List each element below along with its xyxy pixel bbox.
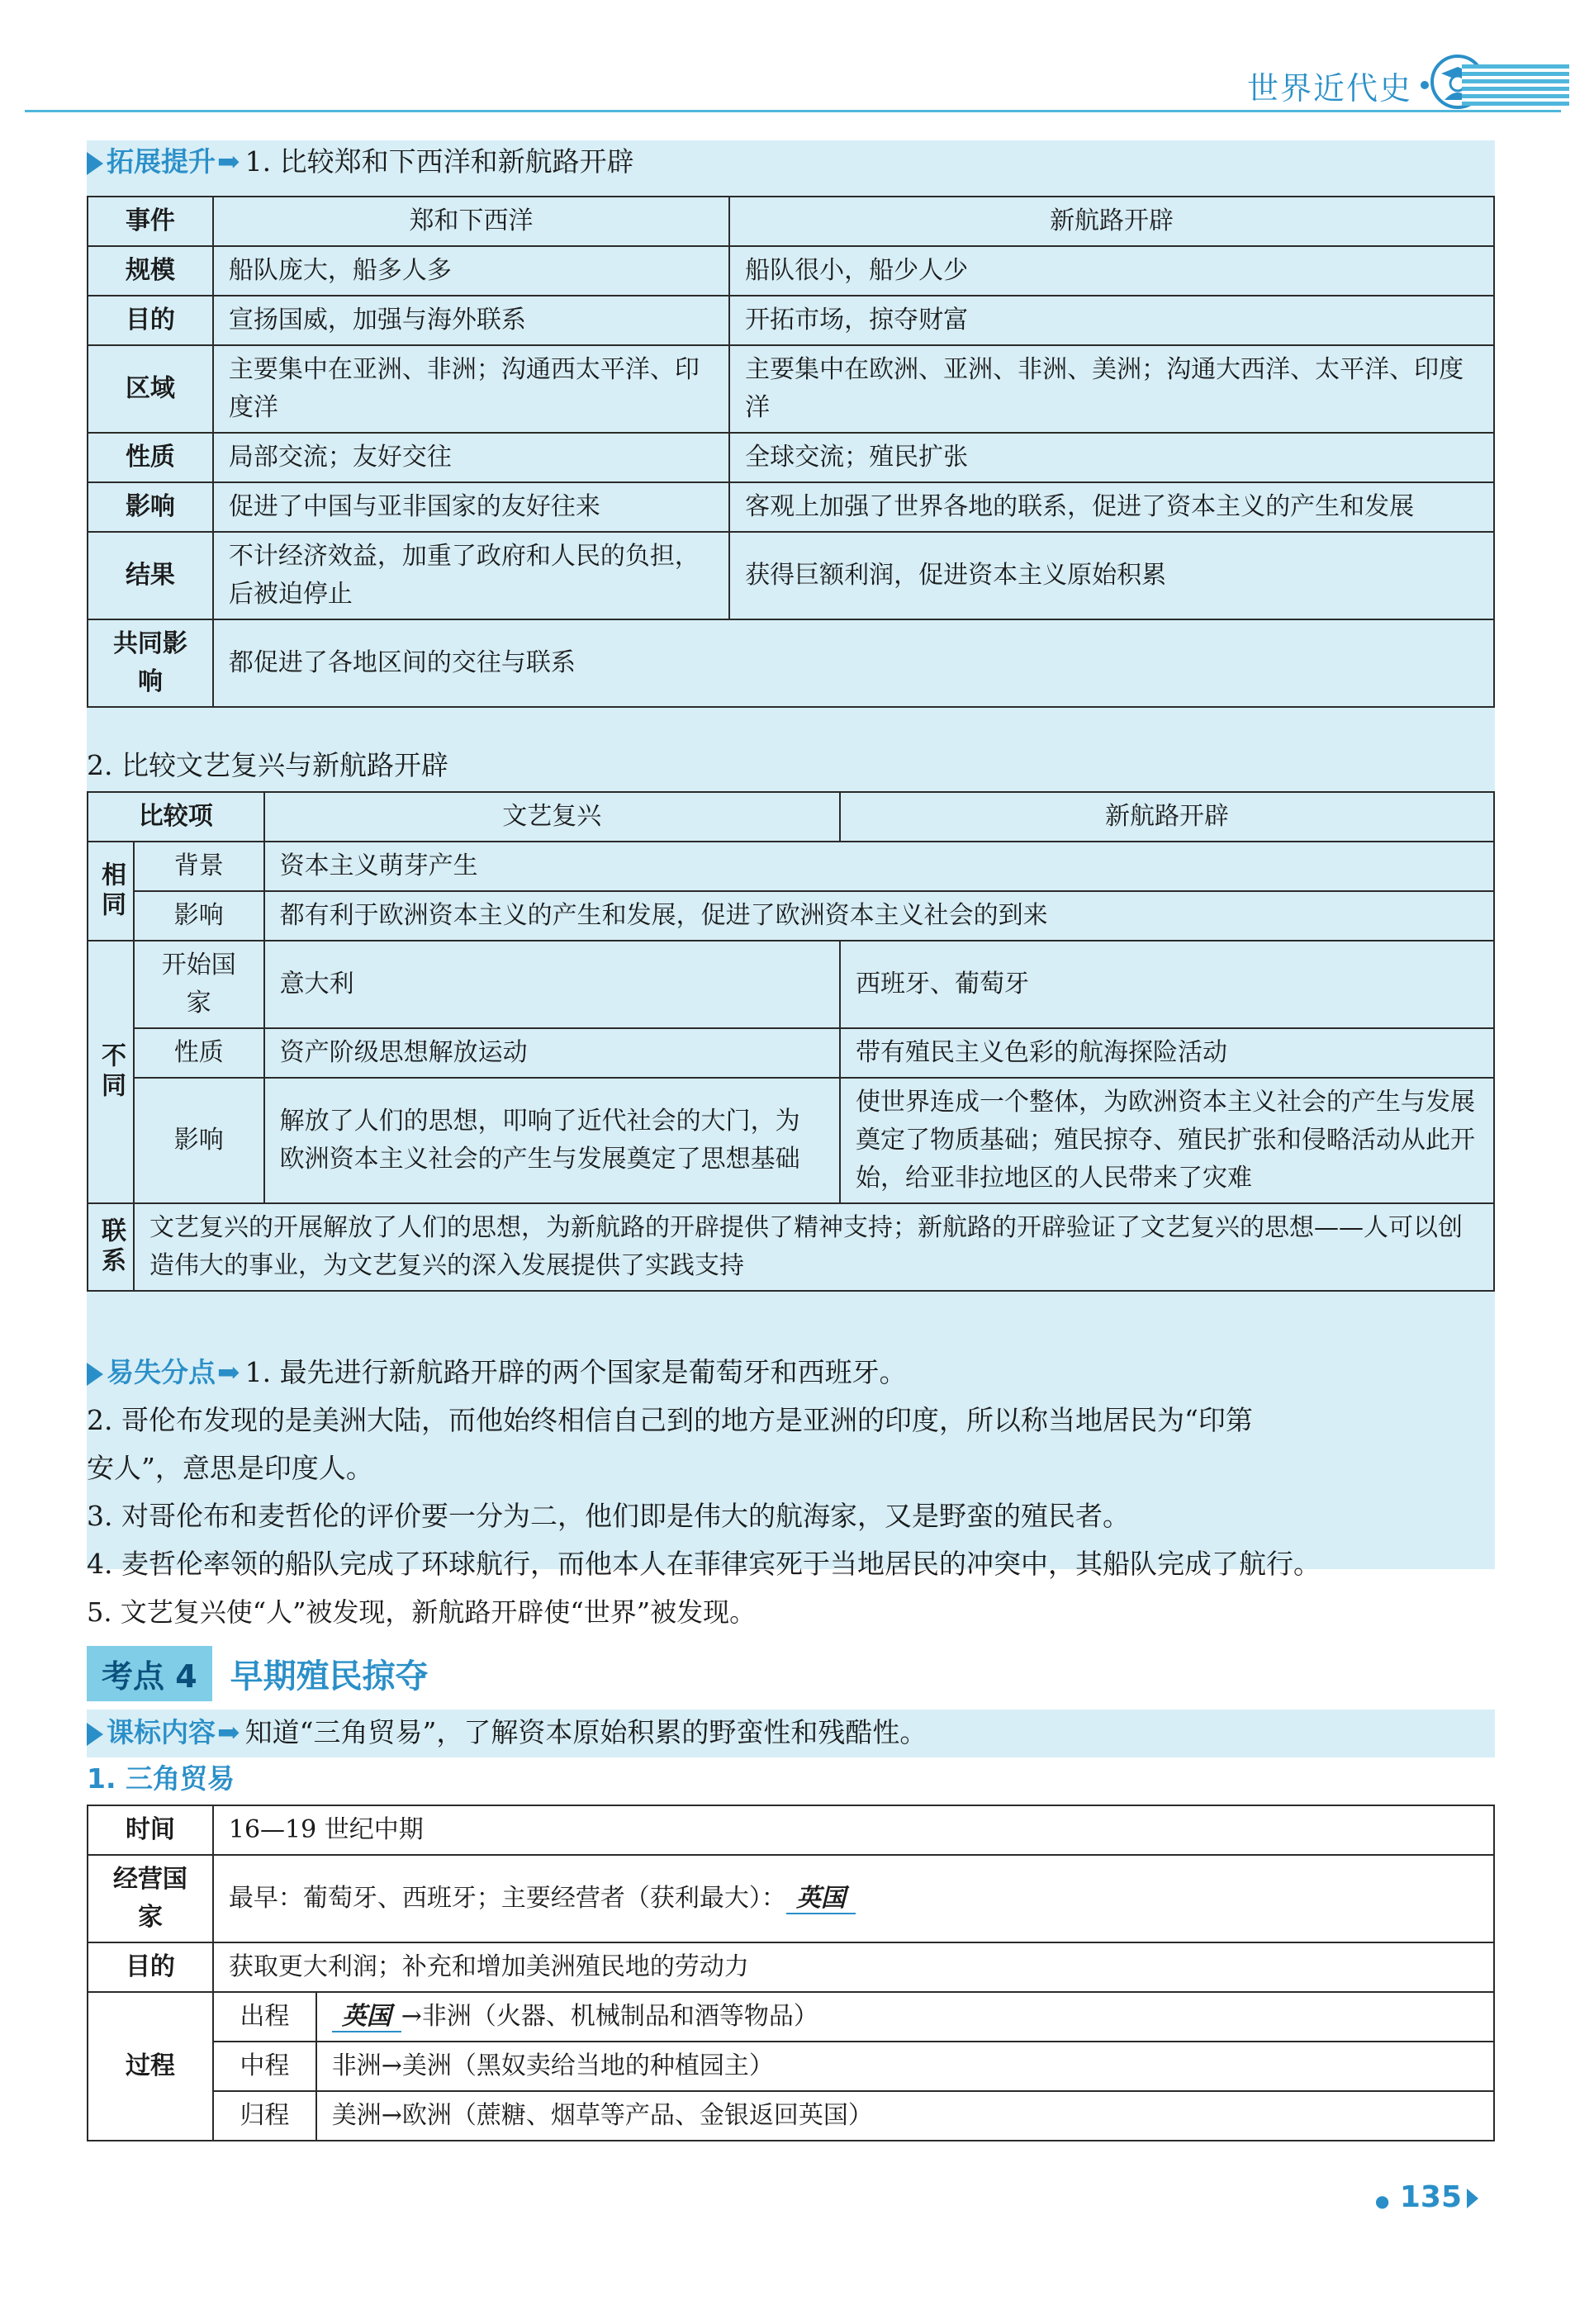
table-cell: 西班牙、葡萄牙 xyxy=(840,941,1494,1028)
table-cell xyxy=(213,1855,1494,1942)
header-stripes xyxy=(1462,64,1569,106)
table-row xyxy=(88,532,1494,619)
row-label: 经营国家 xyxy=(88,1855,213,1942)
process-label: 出程 xyxy=(213,1992,316,2042)
table-cell: 船队很小，船少人少 xyxy=(729,246,1494,296)
page-number-text: 135 xyxy=(1399,2180,1462,2214)
row-label: 影响 xyxy=(134,1078,264,1203)
table-cell: 资产阶级思想解放运动 xyxy=(264,1028,840,1078)
table-cell: 获取更大利润；补充和增加美洲殖民地的劳动力 xyxy=(213,1942,1494,1992)
table-cell: 局部交流；友好交往 xyxy=(213,433,729,482)
table-cell: 获得巨额利润，促进资本主义原始积累 xyxy=(729,532,1494,619)
table-row xyxy=(88,296,1494,345)
table-row xyxy=(88,2091,1494,2141)
table-cell: 不计经济效益，加重了政府和人民的负担，后被迫停止 xyxy=(213,532,729,619)
table-cell: 美洲→欧洲（蔗糖、烟草等产品、金银返回英国） xyxy=(316,2091,1494,2141)
row-label: 时间 xyxy=(88,1805,213,1855)
handwritten-answer: 英国 xyxy=(786,1884,856,1914)
row-label: 目的 xyxy=(88,1942,213,1992)
table-header: 文艺复兴 xyxy=(264,792,840,842)
table-row xyxy=(88,1203,1494,1291)
country-text: 最早：葡萄牙、西班牙；主要经营者（获利最大）： xyxy=(228,1884,786,1913)
row-label: 共同影响 xyxy=(88,619,213,707)
section-name: 早期殖民掠夺 xyxy=(230,1657,429,1696)
handwritten-answer: 英国 xyxy=(332,2002,401,2032)
row-label: 结果 xyxy=(88,532,213,619)
table-cell: 意大利 xyxy=(264,941,840,1028)
table-row xyxy=(88,1942,1494,1992)
pitfall-item: 3. 对哥伦布和麦哲伦的评价要一分为二，他们即是伟大的航海家，又是野蛮的殖民者。 xyxy=(87,1500,1130,1532)
section-heading xyxy=(87,1643,429,1703)
table-cell: 全球交流；殖民扩张 xyxy=(729,433,1494,482)
sub-title: 1. 三角贸易 xyxy=(87,1762,235,1795)
group-label-diff: 不同 xyxy=(88,941,134,1203)
process-text: →非洲（火器、机械制品和酒等物品） xyxy=(401,2002,818,2031)
table-cell: 带有殖民主义色彩的航海探险活动 xyxy=(840,1028,1494,1078)
table-row xyxy=(88,2042,1494,2091)
group-label-link: 联系 xyxy=(88,1203,134,1291)
row-label: 区域 xyxy=(88,345,213,433)
group-label-same: 相同 xyxy=(88,842,134,941)
header-rule xyxy=(25,110,1561,112)
table-header: 新航路开辟 xyxy=(840,792,1494,842)
table-cell: 船队庞大，船多人多 xyxy=(213,246,729,296)
table-cell: 解放了人们的思想，叩响了近代社会的大门，为欧洲资本主义社会的产生与发展奠定了思想基础 xyxy=(264,1078,840,1203)
pitfall-item: 2. 哥伦布发现的是美洲大陆，而他始终相信自己到的地方是亚洲的印度，所以称当地居民为“印第 xyxy=(87,1404,1253,1436)
page-number: ● 135 xyxy=(1375,2180,1478,2214)
arrow-icon xyxy=(87,1723,103,1746)
pitfall-item: 1. 最先进行新航路开辟的两个国家是葡萄牙和西班牙。 xyxy=(244,1356,907,1388)
chapter-title: 世界近代史 xyxy=(1246,70,1412,107)
section-box: 考点 4 xyxy=(87,1646,212,1701)
table-row xyxy=(88,1078,1494,1203)
table-row xyxy=(88,482,1494,532)
table-cell: 文艺复兴的开展解放了人们的思想，为新航路的开辟提供了精神支持；新航路的开辟验证了文艺复兴的思想——人可以创造伟大的事业，为文艺复兴的深入发展提供了实践支持 xyxy=(134,1203,1494,1291)
row-label: 性质 xyxy=(88,433,213,482)
table-cell: 都促进了各地区间的交往与联系 xyxy=(213,619,1494,707)
table-cell: 都有利于欧洲资本主义的产生和发展，促进了欧洲资本主义社会的到来 xyxy=(264,891,1494,941)
pitfalls-line-1: 易失分点➡ 1. 最先进行新航路开辟的两个国家是葡萄牙和西班牙。 xyxy=(87,1354,907,1391)
table-row xyxy=(88,345,1494,433)
expand-heading: 拓展提升➡ 1. 比较郑和下西洋和新航路开辟 xyxy=(87,144,634,180)
arrow-icon xyxy=(87,1363,103,1386)
table-cell: 开拓市场，掠夺财富 xyxy=(729,296,1494,345)
bullet-dot xyxy=(1421,81,1429,89)
arrow-icon xyxy=(87,152,103,175)
comparison-table-2 xyxy=(87,791,1495,1292)
table-row xyxy=(88,1992,1494,2042)
table-header: 比较项 xyxy=(88,792,264,842)
standard-text: 知道“三角贸易”，了解资本原始积累的野蛮性和残酷性。 xyxy=(244,1716,927,1748)
process-label: 中程 xyxy=(213,2042,316,2091)
standard-tag: 课标内容 xyxy=(107,1716,216,1748)
table-cell: 资本主义萌芽产生 xyxy=(264,842,1494,891)
table-row xyxy=(88,197,1494,246)
pitfall-item: 4. 麦哲伦率领的船队完成了环球航行，而他本人在菲律宾死于当地居民的冲突中，其船队完成了航行。 xyxy=(87,1548,1321,1580)
table-cell: 使世界连成一个整体，为欧洲资本主义社会的产生与发展奠定了物质基础；殖民掠夺、殖民扩张和侵略活动从此开始，给亚非拉地区的人民带来了灾难 xyxy=(840,1078,1494,1203)
page-header xyxy=(0,0,1594,124)
row-label: 开始国家 xyxy=(134,941,264,1028)
table-row xyxy=(88,433,1494,482)
row-label: 影响 xyxy=(88,482,213,532)
table-cell: 非洲→美洲（黑奴卖给当地的种植园主） xyxy=(316,2042,1494,2091)
table-cell: 主要集中在欧洲、亚洲、非洲、美洲；沟通大西洋、太平洋、印度洋 xyxy=(729,345,1494,433)
table-row xyxy=(88,1855,1494,1942)
triangle-icon xyxy=(1467,2189,1478,2208)
row-label: 过程 xyxy=(88,1992,213,2141)
table-row xyxy=(88,246,1494,296)
table-cell: 16—19 世纪中期 xyxy=(213,1805,1494,1855)
table-row xyxy=(88,891,1494,941)
table2-title: 2. 比较文艺复兴与新航路开辟 xyxy=(87,749,448,781)
table-row xyxy=(88,941,1494,1028)
table-cell: 客观上加强了世界各地的联系，促进了资本主义的产生和发展 xyxy=(729,482,1494,532)
table-header: 郑和下西洋 xyxy=(213,197,729,246)
standard-line: 课标内容➡ 知道“三角贸易”，了解资本原始积累的野蛮性和残酷性。 xyxy=(87,1715,927,1751)
table-row xyxy=(88,619,1494,707)
table-row xyxy=(88,1028,1494,1078)
table-cell: 宣扬国威，加强与海外联系 xyxy=(213,296,729,345)
table-cell: 促进了中国与亚非国家的友好往来 xyxy=(213,482,729,532)
table-header: 事件 xyxy=(88,197,213,246)
triangle-trade-table xyxy=(87,1805,1495,2141)
table-row xyxy=(88,792,1494,842)
row-label: 性质 xyxy=(134,1028,264,1078)
pitfall-item: 5. 文艺复兴使“人”被发现，新航路开辟使“世界”被发现。 xyxy=(87,1596,757,1628)
process-label: 归程 xyxy=(213,2091,316,2141)
table-row xyxy=(88,1805,1494,1855)
row-label: 目的 xyxy=(88,296,213,345)
table-cell: 主要集中在亚洲、非洲；沟通西太平洋、印度洋 xyxy=(213,345,729,433)
row-label: 影响 xyxy=(134,891,264,941)
table-cell xyxy=(316,1992,1494,2042)
row-label: 规模 xyxy=(88,246,213,296)
table-header: 新航路开辟 xyxy=(729,197,1494,246)
pitfall-item: 安人”，意思是印度人。 xyxy=(87,1452,373,1484)
expand-tag: 拓展提升 xyxy=(107,145,216,178)
table-row xyxy=(88,842,1494,891)
row-label: 背景 xyxy=(134,842,264,891)
pitfalls-tag: 易失分点 xyxy=(107,1356,216,1388)
table1-title: 1. 比较郑和下西洋和新航路开辟 xyxy=(244,145,634,178)
comparison-table-1 xyxy=(87,196,1495,708)
